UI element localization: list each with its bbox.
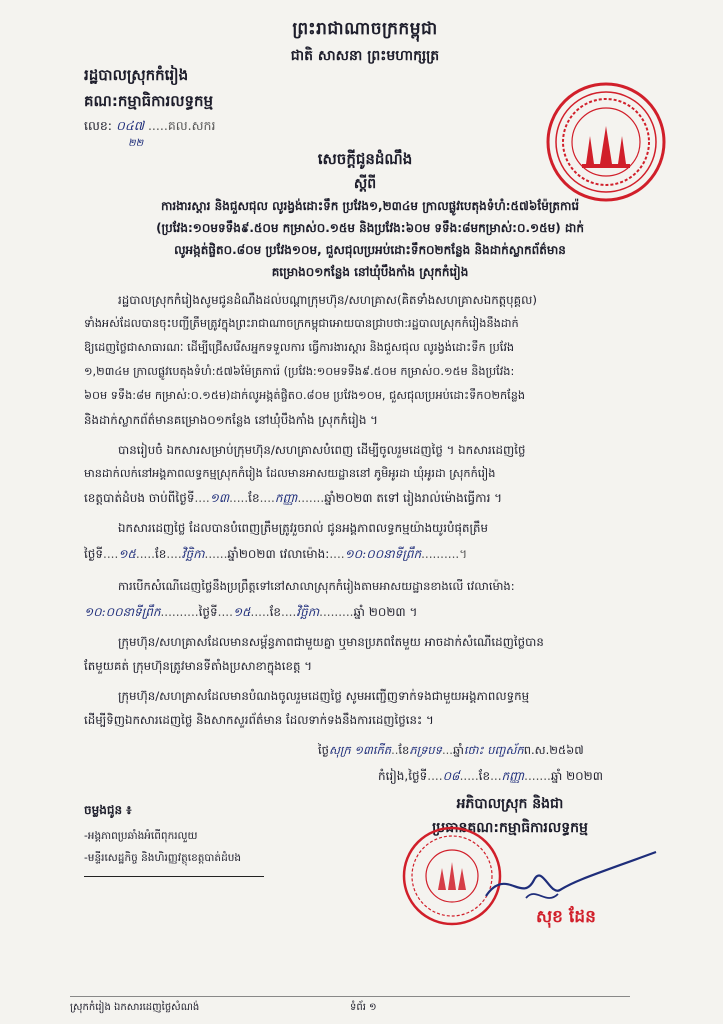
paragraph-1-line-2: ទាំងអស់ដែលបានចុះបញ្ជីត្រឹមត្រូវក្នុងព្រះរាជាណាចក្រកម្ពុជាអោយបានជ្រាបថា:រដ្ឋបាលស្រុកកំរៀងនឹងដាក់ [84,317,519,330]
paragraph-4-line-2: ១០:០០នាទីព្រឹក..........ថ្ងៃទី....១៥.....ខែ....វិច្ឆិកា.........ឆ្នាំ ២០២៣ ។ [84,605,418,619]
notice-subtitle: ស្តីពី [353,176,377,192]
footer-left: ស្រុកកំរៀង ឯកសារដេញថ្លៃសំណង់ [70,1002,200,1013]
reference-number [84,116,215,136]
subject-line-4: គម្រោង០១កន្លែង នៅឃុំបឹងកាំង ស្រុកកំរៀង [271,265,469,279]
opening-month-label: ខែ [269,605,282,619]
footer-divider [70,996,630,997]
footer-page-number: ទំព័រ ១ [350,1002,377,1013]
deadline-month: វិច្ឆិកា [181,547,205,561]
sender-administration: រដ្ឋបាលស្រុកកំរៀង [84,66,189,84]
paragraph-4-line-1: ការបើកសំណើដេញថ្លៃនឹងប្រព្រឹត្តទៅនៅសាលាស្រុកកំរៀងតាមអាសយដ្ឋានខាងលើ វេលាម៉ោង: [118,579,515,593]
paragraph-2-line-3: ខេត្តបាត់ដំបង ចាប់ពីថ្ងៃទី....១៣.....ខែ....កញ្ញា.......ឆ្នាំ២០២៣ តទៅ រៀងរាល់ម៉ោងធ្វើការ ។ [84,491,503,505]
sale-date-month: កញ្ញា [274,491,298,505]
lunar-month: ភទ្របទ [409,743,442,757]
paragraph-3-line-1: ឯកសារដេញថ្លៃ ដែលបានបំពេញត្រឹមត្រូវរួចរាល់ ជូនអង្គភាពលទ្ធកម្មយ៉ាងយូរបំផុតត្រឹម [118,521,488,535]
signatory-title-2: ប្រធានគណ:កម្មាធិការលទ្ធកម្ម [432,820,588,836]
deadline-time: ១០:០០នាទីព្រឹក [344,547,422,561]
sale-date-month-label: ខែ [248,491,260,505]
recipients-label: ចម្លងជូន ៖ [84,803,132,817]
paragraph-3-line-2: ថ្ងៃទី....១៥.....ខែ....វិច្ឆិកា......ឆ្នាំ២០២៣ វេលាម៉ោង:....១០:០០នាទីព្រឹក..........។ [84,547,468,561]
sale-date-year: ឆ្នាំ២០២៣ តទៅ រៀងរាល់ម៉ោងធ្វើការ ។ [324,491,503,505]
subject-line-1: ការងារស្តារ និងជួសជុល លូរង្វង់ដោះទឹក ប្រវែង១,២៣៤ម ក្រាលផ្លូវបេតុងទំហំ:៥៧៦ម៉ែត្រការ៉េ [160,199,580,213]
recipient-1: -អង្គភាពប្រឆាំងអំពើពុករលួយ [84,830,198,842]
national-motto: ជាតិ សាសនា ព្រះមហាក្សត្រ [290,48,440,64]
solar-year: ឆ្នាំ ២០២៣ [550,769,604,783]
paragraph-5-line-1: ក្រុមហ៊ុន/សហគ្រាសដែលមានសម្ព័ន្ធភាពជាមួយគ្នា ឬមានប្រភពតែមួយ អាចដាក់សំណើដេញថ្លៃបាន [118,635,544,649]
paragraph-1-line-4: ១,២៣៤ម ក្រាលផ្លូវបេតុងទំហំ:៥៧៦ម៉ែត្រការ៉េ (ប្រវែង:១០មទទឹង៩.៥០ម កម្រាស់០.១៥ម និងប្រវែង: [84,365,515,378]
paragraph-6-line-1: ក្រុមហ៊ុន/សហគ្រាសដែលមានបំណងចូលរួមដេញថ្លៃ សូមអញ្ជើញទាក់ទងជាមួយអង្គភាពលទ្ធកម្ម [118,689,530,703]
reference-handwritten: ០៤៧ [116,118,144,133]
solar-day: ០៨ [442,769,460,783]
reference-fraction: ២២ [128,138,144,149]
lunar-date: ថ្ងៃសុក្រ ១៣កើត..ខែភទ្របទ...ឆ្នាំថោះ បញ្ចស័កព.ស.២៥៦៧ [318,743,584,757]
deadline-day-label: ថ្ងៃទី [84,547,104,561]
solar-prefix: កំរៀង,ថ្ងៃទី [378,769,428,783]
solar-month-label: ខែ [478,769,491,783]
deadline-month-label: ខែ [154,547,167,561]
paragraph-2-line-1: បានរៀបចំ ឯកសារសម្រាប់ក្រុមហ៊ុន/សហគ្រាសបំពេញ ដើម្បីចូលរួមដេញថ្លៃ ។ ឯកសារដេញថ្លៃ [118,443,526,457]
paragraph-2-line-2: មានដាក់លក់នៅអង្គភាពលទ្ធកម្មស្រុកកំរៀង ដែលមានអាសយដ្ឋាននៅ ភូមិអូរដា ឃុំអូរដា ស្រុកកំរៀង [84,467,496,480]
reference-suffix: .....គល.សករ [147,118,216,133]
sale-date-day: ១៣ [209,491,230,505]
sale-date-prefix: ខេត្តបាត់ដំបង ចាប់ពីថ្ងៃទី [84,491,195,505]
paragraph-1-line-6: និងដាក់ស្លាកព័ត៌មានគម្រោង០១កន្លែង នៅឃុំបឹងកាំង ស្រុកកំរៀង ។ [84,413,378,427]
solar-date: កំរៀង,ថ្ងៃទី....០៨.....ខែ...កញ្ញា.......ឆ្នាំ ២០២៣ [378,769,604,783]
paragraph-1-line-3: ឱ្យដេញថ្លៃជាសាធារណៈ ដើម្បីជ្រើសរើសអ្នកទទួលការ ធ្វើការងារស្តារ និងជួសជុល លូរង្វង់ដោះទឹក ប្រវែង [84,341,515,354]
lunar-year: ថោះ បញ្ចស័ក [463,743,524,757]
reference-label: លេខ: [84,118,113,133]
opening-day-label: ថ្ងៃទី [198,605,218,619]
official-seal-icon [542,78,670,210]
opening-time: ១០:០០នាទីព្រឹក [84,605,161,619]
recipient-2: -មន្ទីរសេដ្ឋកិច្ច និងហិរញ្ញវត្ថុខេត្តបាត់ដំបង [84,852,242,864]
solar-month: កញ្ញា [501,769,525,783]
subject-line-3: លូអង្កត់ផ្ចិត០.៨០ម ប្រវែង១០ម, ជួសជុលប្រអប់ដោះទឹក០២កន្លែង និងដាក់ស្លាកព័ត៌មាន [174,243,566,257]
recipients-divider [84,876,264,877]
lunar-day: សុក្រ ១៣កើត [328,743,392,757]
signatory-name: សុខ ដែន [536,907,596,927]
lunar-prefix: ថ្ងៃ [318,743,329,757]
paragraph-5-line-2: តែមួយគត់ ក្រុមហ៊ុនត្រូវមានទីតាំងប្រសាខាក្នុងខេត្ត ។ [84,659,312,673]
paragraph-1-line-1: រដ្ឋបាលស្រុកកំរៀងសូមជូនដំណឹងដល់បណ្តាក្រុមហ៊ុន/សហគ្រាស(គិតទាំងសហគ្រាសឯកត្តបុគ្គល) [118,293,537,307]
paragraph-1-line-5: ៦០ម ទទឹង:៨ម កម្រាស់:០.១៥ម)ដាក់លូអង្កត់ផ្ចិត០.៨០ម ប្រវែង១០ម, ជួសជុលប្រអប់ដោះទឹក០២កន្លែង [84,389,526,402]
kingdom-title: ព្រះរាជាណាចក្រកម្ពុជា [292,19,438,39]
signatory-title-1: អភិបាលស្រុក និងជា [456,796,564,812]
notice-title: សេចក្តីជូនដំណឹង [317,150,413,168]
sender-committee: គណ:កម្មាធិការលទ្ធកម្ម [84,92,214,110]
paragraph-6-line-2: ដើម្បីទិញឯកសារដេញថ្លៃ និងសាកសួរព័ត៌មាន ដែលទាក់ទងនឹងការដេញថ្លៃនេះ ។ [84,713,434,727]
opening-month: វិច្ឆិកា [296,605,320,619]
lunar-month-label: ខែ [398,743,410,757]
opening-year: ឆ្នាំ ២០២៣ ។ [353,605,418,619]
deadline-day: ១៥ [118,547,136,561]
lunar-year-label: ឆ្នាំ [452,743,464,757]
subject-line-2: (ប្រវែង:១០មទទឹង៩.៥០ម កម្រាស់០.១៥ម និងប្រវែង:៦០ម ទទឹង:៨មកម្រាស់:០.១៥ម) ដាក់ [156,221,584,235]
lunar-era: ព.ស.២៥៦៧ [523,743,584,757]
opening-day: ១៥ [232,605,251,619]
deadline-year: ឆ្នាំ២០២៣ វេលាម៉ោង: [227,547,330,561]
